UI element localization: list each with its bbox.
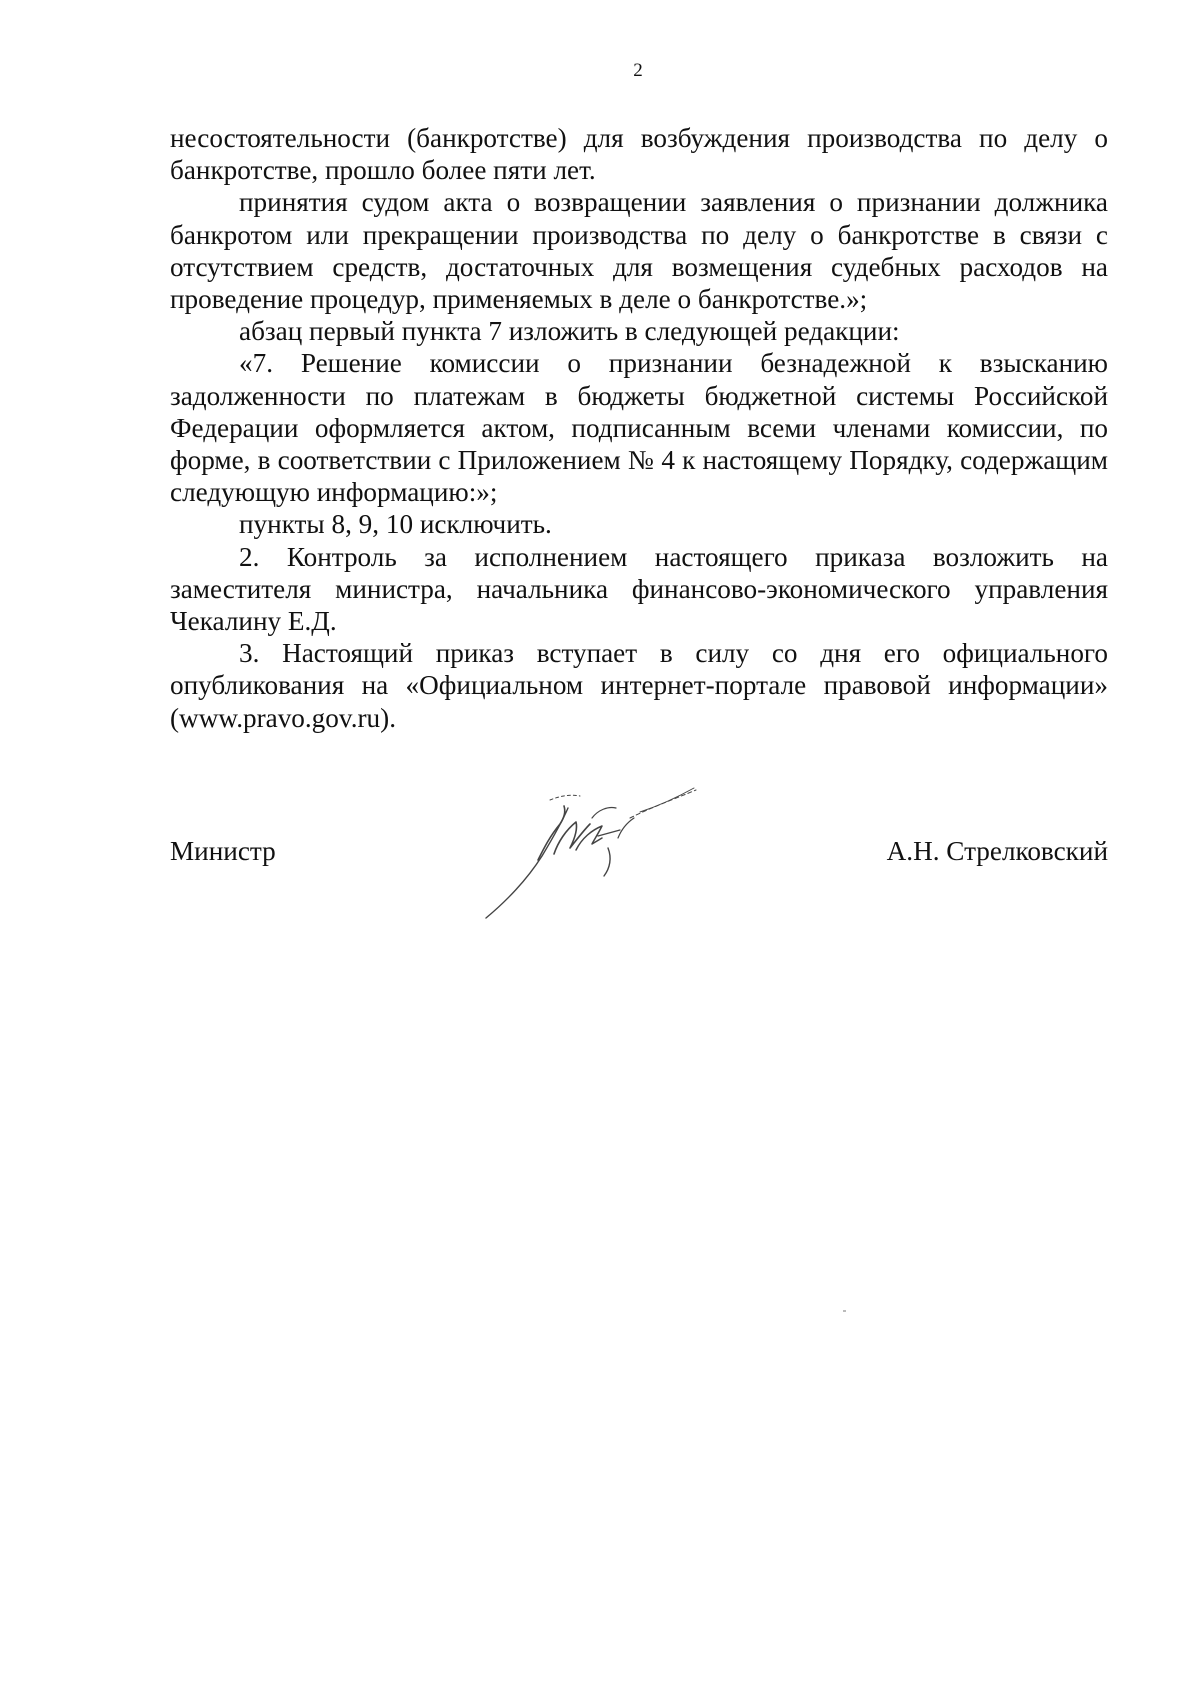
paragraph-point-7-text: «7. Решение комиссии о признании безнадежной к взысканию задолженности по платежам в бюджеты бюджетной системы Российской Федерации оформляется актом, подписанным всеми членами комиссии, по форме, в соответствии с Приложением № 4 к настоящему Порядку, содержащим следующую информацию:»; bbox=[170, 348, 1108, 508]
signatory-title: Министр bbox=[170, 836, 276, 866]
paragraph-entry-into-force: 3. Настоящий приказ вступает в силу со дня его официального опубликования на «Официальном интернет-портале правовой информации» (www.pravo.gov.ru). bbox=[170, 638, 1108, 733]
paragraph-court-act: принятия судом акта о возвращении заявления о признании должника банкротом или прекращении производства по делу о банкротстве в связи с отсутствием средств, достаточных для возмещения судебных расходов на проведение процедур, применяемых в деле о банкротстве.»; bbox=[170, 187, 1108, 315]
paragraph-exclude-points: пункты 8, 9, 10 исключить. bbox=[239, 509, 552, 540]
handwritten-signature bbox=[480, 778, 750, 928]
document-body bbox=[170, 122, 1108, 734]
page-number: 2 bbox=[633, 60, 643, 81]
signatory-name: А.Н. Стрелковский bbox=[886, 836, 1108, 866]
paragraph-amend-point-7: абзац первый пункта 7 изложить в следующей редакции: bbox=[239, 316, 900, 347]
paragraph-control: 2. Контроль за исполнением настоящего приказа возложить на заместителя министра, начальника финансово-экономического управления Чекалину Е.Д. bbox=[170, 541, 1108, 637]
paragraph-continuation: несостоятельности (банкротстве) для возбуждения производства по делу о банкротстве, прошло более пяти лет. bbox=[170, 123, 1108, 186]
scan-artifact bbox=[843, 1310, 846, 1312]
